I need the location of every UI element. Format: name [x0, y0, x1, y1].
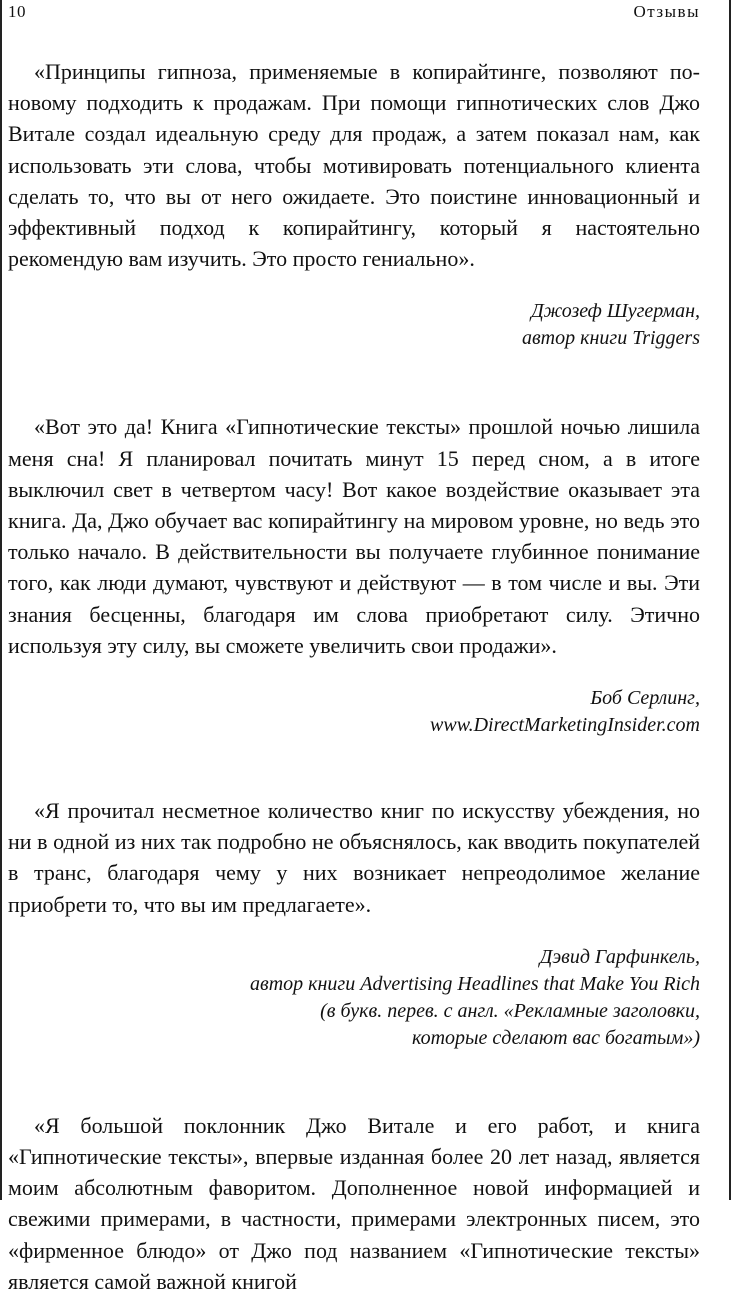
- attribution-detail: www.DirectMarketingInsider.com: [430, 714, 700, 737]
- attribution-author: Дэвид Гарфинкель,: [539, 945, 700, 968]
- section-spacer: [8, 352, 700, 411]
- page-content: [8, 56, 700, 1297]
- testimonial-quote-sugarman: «Принципы гипноза, применяемые в копирайтинге, позволяют по-новому подходить к продажам. При помощи гипнотических слов Джо Витале создал идеальную среду для продаж, а затем показал нам, как использовать эти слова, чтобы мотивировать потенциального клиента сделать то, что вы от него ожидаете. Это поистине инновационный и эффективный подход к копирайтингу, который я настоятельно рекомендую вам изучить. Это просто гениально».: [8, 59, 700, 272]
- testimonial-quote-garfinkel: «Я прочитал несметное количество книг по искусству убеждения, но ни в одной из них так подробно не объяснялось, как вводить покупателей в транс, благодаря чему у них возникает непреодолимое желание приобрети то, что вы им предлагаете».: [8, 798, 700, 917]
- page-number: 10: [8, 2, 26, 21]
- testimonial-quote-serling: «Вот это да! Книга «Гипнотические тексты» прошлой ночью лишила меня сна! Я планировал почитать минут 15 перед сном, а в итоге выключил свет в четвертом часу! Вот какое воздействие оказывает эта книга. Да, Джо обучает вас копирайтингу на мировом уровне, но ведь это только начало. В действительности вы получаете глубинное понимание того, как люди думают, чувствуют и действуют — в том числе и вы. Эти знания бесценны, благодаря им слова приобретают силу. Этично используя эту силу, вы сможете увеличить свои продажи».: [8, 414, 700, 658]
- running-head: Отзывы: [633, 2, 700, 21]
- page-border-left: [0, 0, 2, 1200]
- attribution-author: Джозеф Шугерман,: [530, 300, 700, 323]
- section-spacer: [8, 739, 700, 795]
- attribution-detail: (в букв. перев. с англ. «Рекламные заголовки,: [320, 999, 700, 1022]
- section-spacer: [8, 1052, 700, 1110]
- testimonial-quote-fourth: «Я большой поклонник Джо Витале и его работ, и книга «Гипнотические тексты», впервые изданная более 20 лет назад, является моим абсолютным фаворитом. Дополненное новой информацией и свежими примерами, в частности, примерами электронных писем, это «фирменное блюдо» от Джо под названием «Гипнотические тексты» является самой важной книгой: [8, 1112, 700, 1294]
- attribution-sugarman: [8, 298, 700, 352]
- page-header: [8, 2, 700, 24]
- attribution-detail: которые сделают вас богатым»): [411, 1026, 700, 1049]
- attribution-serling: [8, 685, 700, 739]
- attribution-detail: автор книги Advertising Headlines that Make You Rich: [250, 972, 700, 995]
- attribution-garfinkel: [8, 944, 700, 1052]
- attribution-author: Боб Серлинг,: [590, 687, 700, 710]
- attribution-detail: автор книги Triggers: [521, 327, 700, 350]
